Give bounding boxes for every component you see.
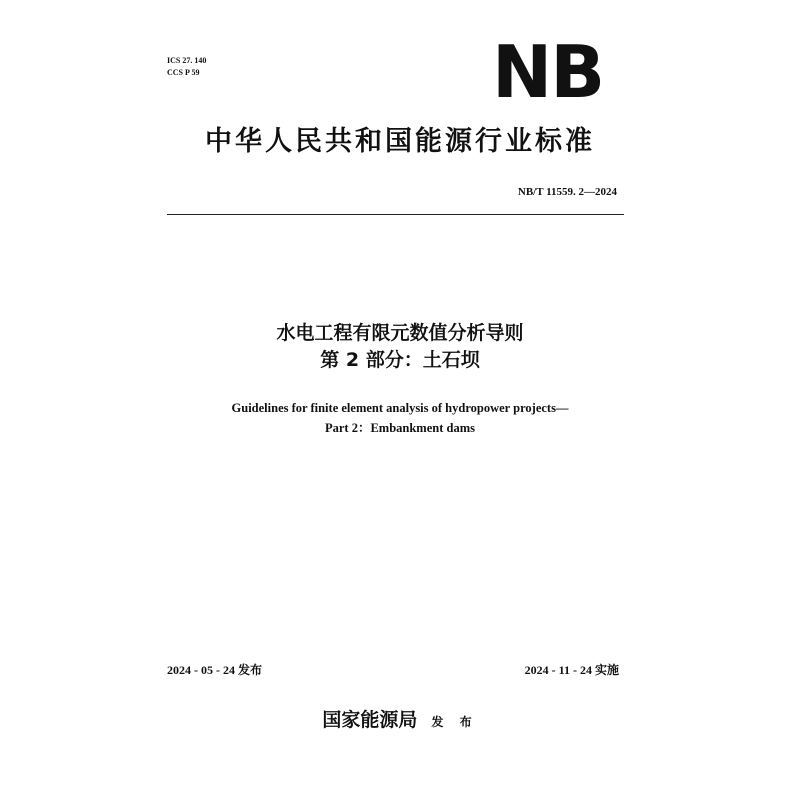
publish-date: 2024 - 05 - 24 发布 <box>167 663 262 677</box>
ccs-code: CCS P 59 <box>167 68 200 77</box>
issue-label: 发 布 <box>431 715 478 729</box>
ics-code: ICS 27. 140 <box>167 56 207 65</box>
english-title-line-1: Guidelines for finite element analysis of hydropower projects— <box>231 401 569 415</box>
issuer-block <box>0 705 800 732</box>
implementation-date: 2024 - 11 - 24 实施 <box>524 663 619 677</box>
standard-title: 中华人民共和国能源行业标准 <box>205 126 595 157</box>
issuer-name: 国家能源局 <box>322 709 418 731</box>
standard-code: NB/T 11559. 2—2024 <box>517 186 617 198</box>
nb-logo: NB <box>492 30 604 114</box>
chinese-title-line-2: 第 2 部分：土石坝 <box>320 349 480 371</box>
chinese-title-line-1: 水电工程有限元数值分析导则 <box>276 322 524 344</box>
english-title-line-2: Part 2：Embankment dams <box>324 421 475 435</box>
header-divider <box>167 214 624 215</box>
